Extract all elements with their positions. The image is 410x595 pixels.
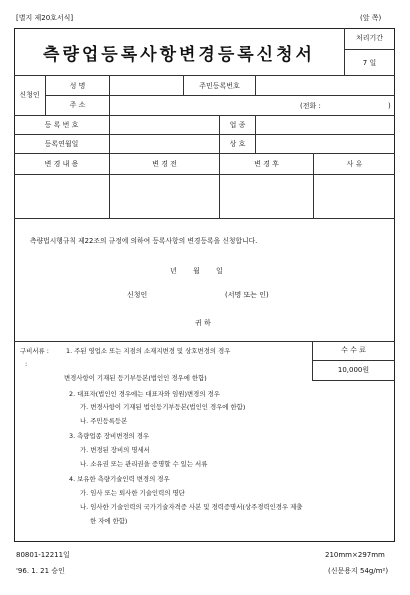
document-item: 가. 변경된 장비의 명세서 <box>80 446 150 454</box>
fee-value: 10,000원 <box>337 366 370 374</box>
application-statement: 측량법시행규칙 제22조의 규정에 의하여 등록사항의 변경등록을 신청합니다. <box>30 237 258 245</box>
approval-date: '96. 1. 21 승인 <box>16 567 65 575</box>
document-item: 4. 보유한 측량기술인력 변경의 경우 <box>69 475 170 483</box>
reg-date-label: 등록연월일 <box>44 140 79 148</box>
processing-value-cell <box>344 50 395 76</box>
phone-close: ) <box>388 102 391 110</box>
name-field[interactable] <box>110 76 184 96</box>
recipient-label: 귀 하 <box>195 319 211 327</box>
document-item: 가. 임사 또는 퇴사한 기술인력의 명단 <box>80 489 185 497</box>
documents-label: 구비서류 : <box>20 347 49 355</box>
document-item: 가. 변경사항이 기재된 법인등기부등본(법인인 경우에 한함) <box>80 403 246 411</box>
title-area <box>14 28 344 76</box>
processing-value: 7 일 <box>362 58 377 67</box>
address-label: 주 소 <box>69 101 86 109</box>
fee-label-cell <box>312 341 395 361</box>
name-label-cell <box>46 76 110 96</box>
change-reason-field[interactable] <box>314 175 395 219</box>
form-code: 80801-12211일 <box>16 551 70 559</box>
reg-date-field[interactable] <box>110 135 220 154</box>
applicant-group-cell <box>14 76 46 115</box>
processing-label-cell <box>344 28 395 50</box>
trade-name-label-cell <box>220 135 256 154</box>
trade-name-label: 상 호 <box>229 140 246 148</box>
processing-label: 처리기간 <box>355 34 384 42</box>
fee-value-cell <box>312 361 395 381</box>
id-field[interactable] <box>256 76 395 96</box>
reg-no-label-cell <box>14 115 110 135</box>
page-side-label: (앞 쪽) <box>360 14 382 22</box>
change-before-field[interactable] <box>110 175 220 219</box>
address-field[interactable] <box>110 96 395 115</box>
business-field[interactable] <box>256 115 395 135</box>
form-title: 측량업등록사항변경등록신청서 <box>43 44 315 65</box>
reg-date-label-cell <box>14 135 110 154</box>
document-item: 3. 측량업종 장비변경의 경우 <box>69 432 150 440</box>
change-reason-label: 사 유 <box>346 160 363 168</box>
date-line: 년 월 일 <box>170 267 223 275</box>
fee-label: 수 수 료 <box>341 346 366 354</box>
change-item-header <box>14 154 110 175</box>
document-item: 한 자에 한함) <box>90 517 128 525</box>
phone-label: (전화 : <box>300 102 321 110</box>
document-item: 변경사항이 기재된 등기부등본(법인인 경우에 한함) <box>64 374 207 382</box>
change-before-header <box>110 154 220 175</box>
name-label: 성 명 <box>69 81 86 90</box>
reg-no-field[interactable] <box>110 115 220 135</box>
document-item: 나. 주민등록등본 <box>80 417 128 425</box>
applicant-sign-label: 신청인 <box>127 291 148 299</box>
id-label: 주민등록번호 <box>199 81 240 90</box>
reg-no-label: 등 록 번 호 <box>44 120 79 129</box>
document-item: : <box>25 360 28 368</box>
change-item-field[interactable] <box>14 175 110 219</box>
applicant-sign-hint: (서명 또는 인) <box>225 291 269 299</box>
change-after-header <box>220 154 314 175</box>
document-item: 나. 임사한 기술인력의 국가기술자격증 사본 및 경력증명서(상주경력인경우 제출 <box>80 503 303 511</box>
business-label: 업 종 <box>229 120 246 129</box>
change-reason-header <box>314 154 395 175</box>
id-label-cell <box>184 76 256 96</box>
change-after-field[interactable] <box>220 175 314 219</box>
change-before-label: 변 경 전 <box>152 160 177 168</box>
address-label-cell <box>46 96 110 115</box>
paper-size: 210mm×297mm <box>325 551 385 559</box>
change-item-label: 변 경 내 용 <box>44 160 79 168</box>
applicant-group-label: 신청인 <box>19 91 40 99</box>
form-number: [별지 제20호서식] <box>16 14 74 22</box>
paper-type: (신문용지 54g/m²) <box>328 567 389 575</box>
document-item: 나. 소유권 또는 관리권을 증명할 수 있는 서류 <box>80 460 208 468</box>
trade-name-field[interactable] <box>256 135 395 154</box>
document-item: 1. 주된 영업소 또는 지점의 소재지변경 및 상호변경의 경우 <box>66 347 231 355</box>
document-item: 2. 대표자(법인인 경우에는 대표자와 임원)변경의 경우 <box>69 390 220 398</box>
business-label-cell <box>220 115 256 135</box>
change-after-label: 변 경 후 <box>254 160 279 168</box>
